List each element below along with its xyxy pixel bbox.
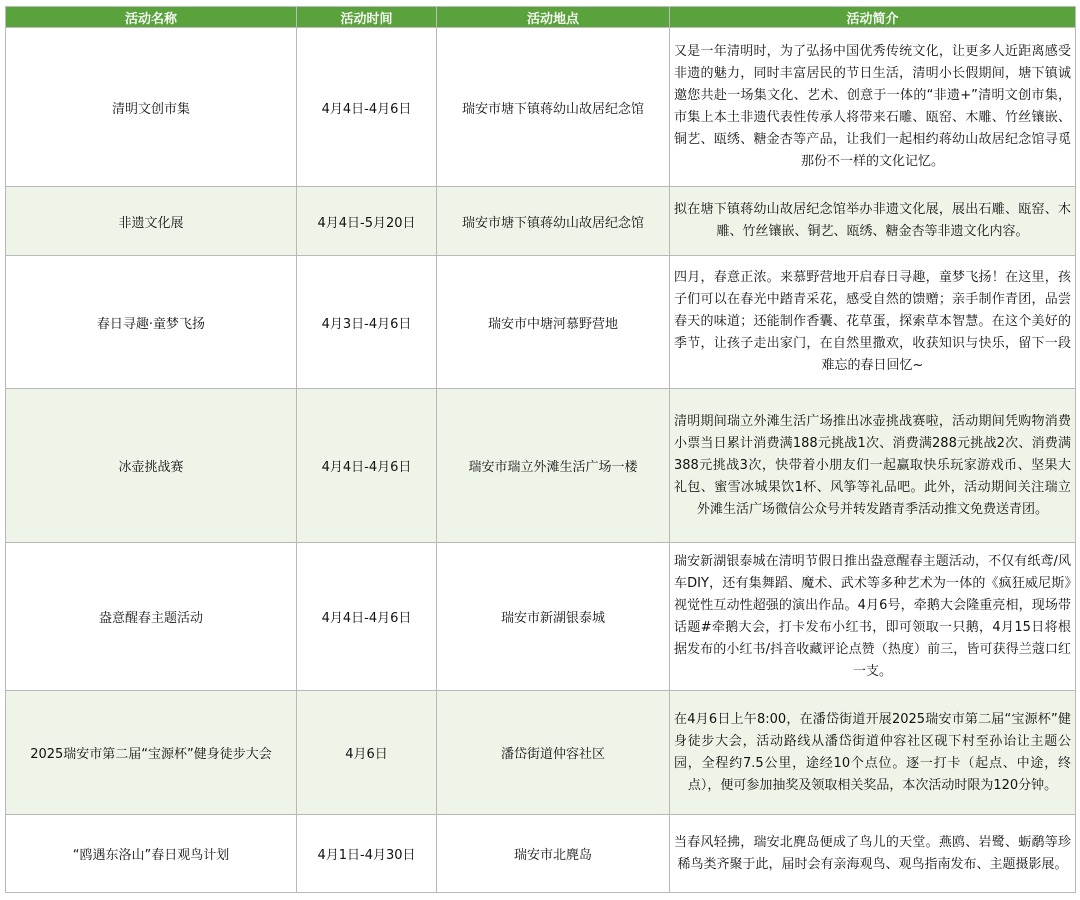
table-row [6, 389, 1076, 543]
table-row [6, 28, 1076, 187]
cell-desc: 瑞安新湖银泰城在清明节假日推出盎意醒春主题活动，不仅有纸鸢/风车DIY，还有集舞蹈、魔术、武术等多种艺术为一体的《疯狂威尼斯》视觉性互动性超强的演出作品。4月6号，牵鹅大会隆重亮相，现场带话题#牵鹅大会，打卡发布小红书，即可领取一只鹅，4月15日将根据发布的小红书/抖音收藏评论点赞（热度）前三，皆可获得兰蔻口红一支。 [670, 543, 1076, 691]
cell-time: 4月4日-5月20日 [297, 187, 437, 256]
cell-name: 2025瑞安市第二届“宝源杯”健身徒步大会 [6, 691, 297, 815]
header-place: 活动地点 [437, 7, 670, 28]
header-name: 活动名称 [6, 7, 297, 28]
cell-name: 盎意醒春主题活动 [6, 543, 297, 691]
cell-place: 瑞安市塘下镇蒋幼山故居纪念馆 [437, 187, 670, 256]
cell-name: “鸥遇东洛山”春日观鸟计划 [6, 815, 297, 893]
table-row [6, 815, 1076, 893]
header-row [6, 7, 1076, 28]
cell-place: 瑞安市瑞立外滩生活广场一楼 [437, 389, 670, 543]
cell-place: 瑞安市北麂岛 [437, 815, 670, 893]
header-time: 活动时间 [297, 7, 437, 28]
table-row [6, 543, 1076, 691]
table-row [6, 187, 1076, 256]
cell-time: 4月1日-4月30日 [297, 815, 437, 893]
cell-time: 4月4日-4月6日 [297, 543, 437, 691]
cell-time: 4月3日-4月6日 [297, 256, 437, 389]
cell-desc: 清明期间瑞立外滩生活广场推出冰壶挑战赛啦，活动期间凭购物消费小票当日累计消费满188元挑战1次、消费满288元挑战2次、消费满388元挑战3次，快带着小朋友们一起赢取快乐玩家游戏币、坚果大礼包、蜜雪冰城果饮1杯、风筝等礼品吧。此外，活动期间关注瑞立外滩生活广场微信公众号并转发踏青季活动推文免费送青团。 [670, 389, 1076, 543]
cell-time: 4月4日-4月6日 [297, 28, 437, 187]
activity-table [5, 6, 1076, 893]
cell-desc: 又是一年清明时，为了弘扬中国优秀传统文化，让更多人近距离感受非遗的魅力，同时丰富居民的节日生活，清明小长假期间，塘下镇诚邀您共赴一场集文化、艺术、创意于一体的“非遗+”清明文创市集，市集上本土非遗代表性传承人将带来石雕、瓯窑、木雕、竹丝镶嵌、铜艺、瓯绣、糖金杏等产品，让我们一起相约蒋幼山故居纪念馆寻觅那份不一样的文化记忆。 [670, 28, 1076, 187]
table-row [6, 256, 1076, 389]
cell-desc: 四月，春意正浓。来慕野营地开启春日寻趣，童梦飞扬！在这里，孩子们可以在春光中踏青采花，感受自然的馈赠；亲手制作青团，品尝春天的味道；还能制作香囊、花草蛋，探索草本智慧。在这个美好的季节，让孩子走出家门，在自然里撒欢，收获知识与快乐，留下一段难忘的春日回忆~ [670, 256, 1076, 389]
cell-desc: 在4月6日上午8:00，在潘岱街道开展2025瑞安市第二届“宝源杯”健身徒步大会，活动路线从潘岱街道仲容社区砚下村至孙诒让主题公园，全程约7.5公里，途经10个点位。逐一打卡（起点、中途，终点），便可参加抽奖及领取相关奖品，本次活动时限为120分钟。 [670, 691, 1076, 815]
cell-time: 4月4日-4月6日 [297, 389, 437, 543]
cell-place: 瑞安市新湖银泰城 [437, 543, 670, 691]
cell-time: 4月6日 [297, 691, 437, 815]
cell-desc: 当春风轻拂，瑞安北麂岛便成了鸟儿的天堂。燕鸥、岩鹭、蛎鹬等珍稀鸟类齐聚于此，届时会有亲海观鸟、观鸟指南发布、主题摄影展。 [670, 815, 1076, 893]
cell-name: 清明文创市集 [6, 28, 297, 187]
cell-name: 春日寻趣·童梦飞扬 [6, 256, 297, 389]
header-desc: 活动简介 [670, 7, 1076, 28]
cell-place: 瑞安市塘下镇蒋幼山故居纪念馆 [437, 28, 670, 187]
table-row [6, 691, 1076, 815]
cell-desc: 拟在塘下镇蒋幼山故居纪念馆举办非遗文化展，展出石雕、瓯窑、木雕、竹丝镶嵌、铜艺、瓯绣、糖金杏等非遗文化内容。 [670, 187, 1076, 256]
cell-place: 瑞安市中塘河慕野营地 [437, 256, 670, 389]
cell-place: 潘岱街道仲容社区 [437, 691, 670, 815]
cell-name: 冰壶挑战赛 [6, 389, 297, 543]
cell-name: 非遗文化展 [6, 187, 297, 256]
